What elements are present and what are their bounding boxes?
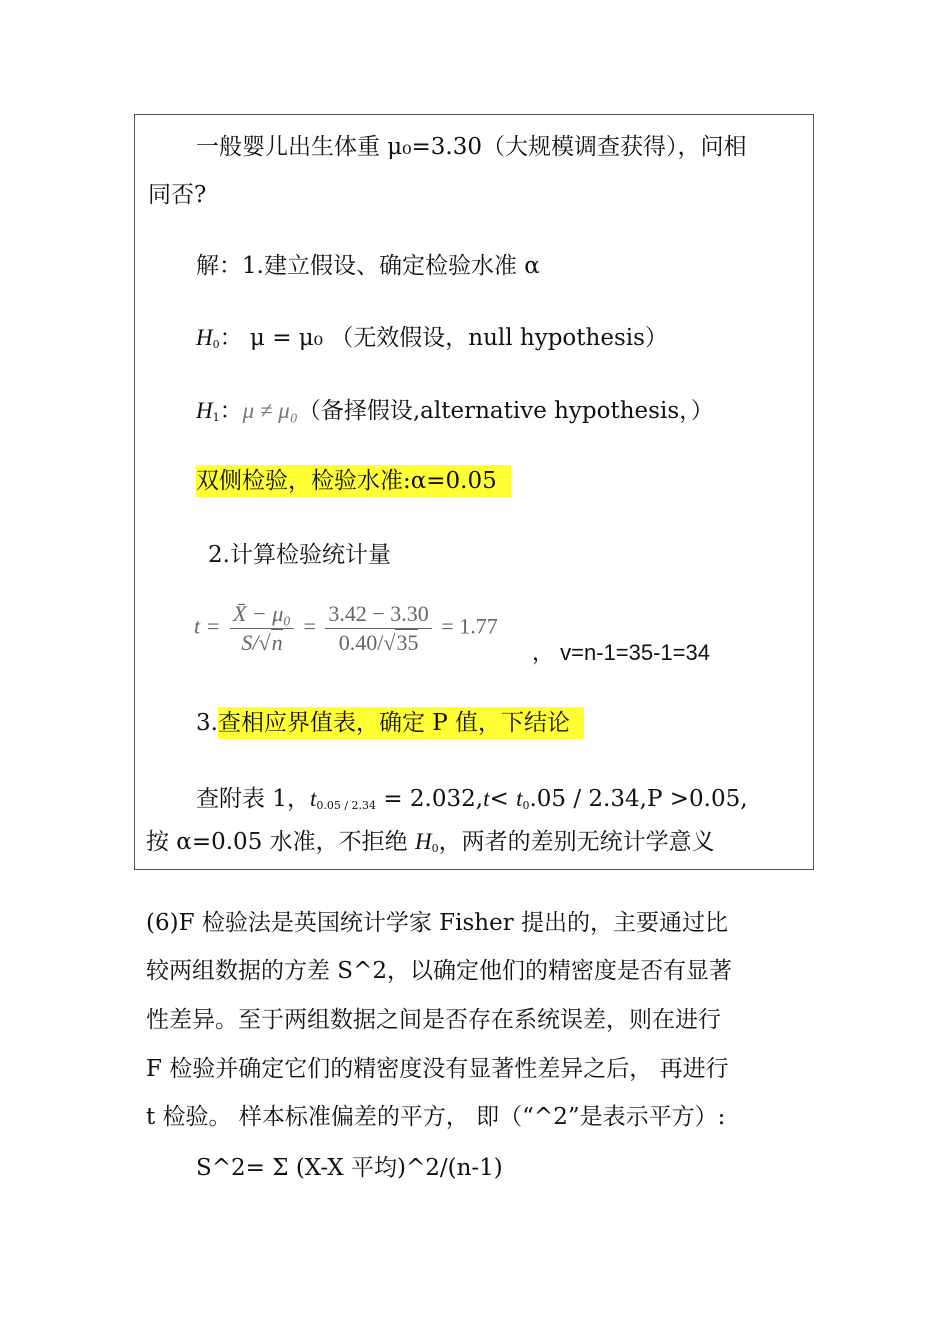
conclusion-h: H (414, 829, 432, 854)
fraction-2-denominator: 0.40/√35 (338, 630, 419, 655)
paragraph-line-2: 较两组数据的方差 S^2，以确定他们的精密度是否有显著 (146, 958, 732, 984)
denominator-1-a: S/ (241, 630, 259, 655)
denominator-2-sqrt: 35 (396, 630, 419, 655)
fraction-numeric (325, 600, 431, 657)
alternative-hypothesis (196, 396, 714, 433)
conclusion-line-2 (146, 827, 715, 864)
conclusion-a: 查附表 1， (196, 786, 310, 812)
paragraph-line-1: (6)F 检验法是英国统计学家 Fisher 提出的，主要通过比 (146, 910, 729, 936)
step-1-heading: 解：1.建立假设、确定检验水准 α (196, 253, 540, 279)
conclusion-b: = 2.032, (376, 786, 484, 812)
denominator-2-a: 0.40/ (338, 630, 384, 655)
conclusion-t3: t (516, 786, 523, 811)
step-3-highlight: 查相应界值表，确定 P 值，下结论 (218, 707, 584, 739)
paragraph-line-5: t 检验。 样本标准偏差的平方， 即（“^2”是表示平方）: (146, 1104, 726, 1130)
denominator-1-sqrt: n (271, 630, 283, 655)
conclusion-line2-b: ，两者的差别无统计学意义 (438, 829, 715, 855)
paragraph-line-4: F 检验并确定它们的精密度没有显著性差异之后， 再进行 (146, 1056, 729, 1082)
variance-formula: S^2= Σ (X-X 平均)^2/(n-1) (196, 1155, 503, 1181)
conclusion-t2: t (483, 786, 490, 811)
fraction-1-numerator: X̄ − μ₀ (230, 600, 294, 629)
h0-text: ： μ = μ₀ （无效假设，null hypothesis） (219, 325, 668, 351)
conclusion-h-sub: 0 (431, 842, 439, 855)
h1-label: H (196, 398, 213, 423)
h0-sub: 0 (212, 338, 220, 351)
formula-lhs: t = (194, 613, 221, 639)
step-3-heading (196, 708, 584, 738)
conclusion-t1: t (309, 786, 317, 811)
h1-math: μ ≠ μ₀ (242, 398, 298, 423)
degrees-of-freedom: ， v=n-1=35-1=34 (532, 640, 710, 665)
conclusion-line-1 (196, 784, 748, 821)
h1-sub: 1 (212, 411, 220, 424)
h1-text: （备择假设,alternative hypothesis，） (297, 398, 714, 424)
h0-label: H (196, 325, 213, 350)
fraction-symbolic (230, 600, 294, 657)
formula-result: = 1.77 (441, 613, 498, 639)
h1-colon: ： (219, 398, 243, 424)
question-line-1: 一般婴儿出生体重 μ₀=3.30（大规模调查获得），问相 (196, 134, 747, 160)
conclusion-line2-a: 按 α=0.05 水准，不拒绝 (146, 829, 415, 855)
two-sided-test-highlight (196, 466, 511, 496)
conclusion-t1-sub: 0.05 / 2.34 (316, 799, 377, 812)
step-3-number: 3. (196, 710, 218, 736)
step-2-heading: 2.计算检验统计量 (208, 542, 391, 568)
conclusion-d: .05 / 2.34,P >0.05, (529, 786, 748, 812)
conclusion-t3-sub: 0 (522, 799, 530, 812)
question-line-2: 同否? (148, 182, 207, 208)
formula-eq2: = (303, 613, 316, 639)
fraction-1-denominator: S/√n (241, 630, 283, 655)
null-hypothesis (196, 323, 668, 360)
t-statistic-formula (194, 600, 498, 657)
conclusion-c: < (489, 786, 517, 812)
paragraph-line-3: 性差异。至于两组数据之间是否存在系统误差，则在进行 (146, 1007, 721, 1033)
fraction-2-numerator: 3.42 − 3.30 (325, 600, 431, 629)
highlight-1-text: 双侧检验，检验水准:α=0.05 (196, 465, 511, 497)
